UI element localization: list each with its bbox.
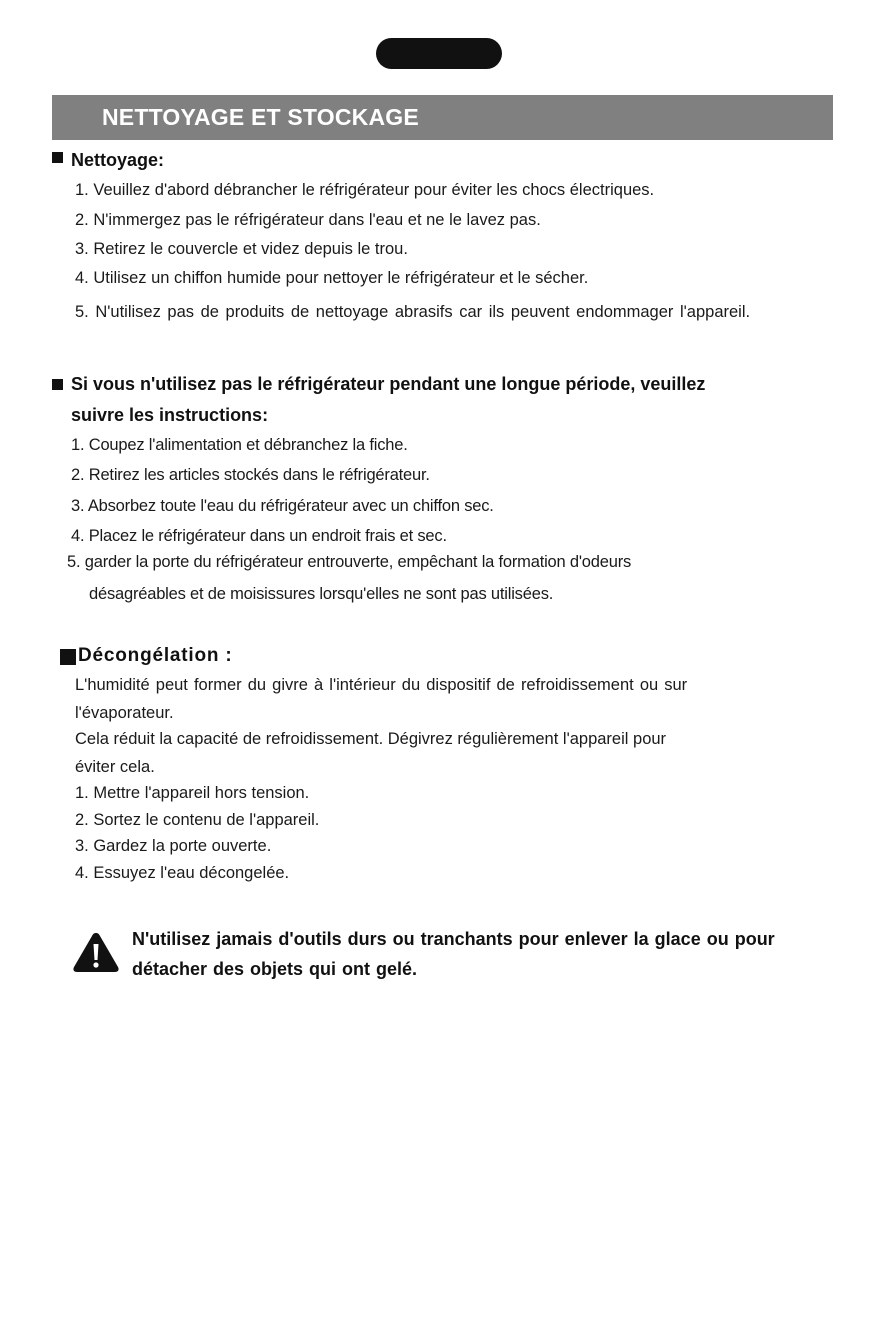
decongelation-heading: Décongélation : bbox=[78, 645, 233, 666]
section-banner bbox=[52, 95, 833, 140]
nettoyage-item: 4. Utilisez un chiffon humide pour nettoyer le réfrigérateur et le sécher. bbox=[75, 269, 589, 287]
decongelation-text: l'évaporateur. bbox=[75, 704, 174, 722]
stockage-item: 4. Placez le réfrigérateur dans un endroit frais et sec. bbox=[71, 527, 447, 545]
warning-text-line1: N'utilisez jamais d'outils durs ou tranchants pour enlever la glace ou pour bbox=[132, 929, 775, 949]
nettoyage-item: 1. Veuillez d'abord débrancher le réfrigérateur pour éviter les chocs électriques. bbox=[75, 181, 655, 199]
bullet-square-icon bbox=[52, 152, 63, 163]
stockage-heading-line1: Si vous n'utilisez pas le réfrigérateur pendant une longue période, veuillez bbox=[71, 374, 706, 394]
warning-triangle-icon bbox=[72, 930, 120, 974]
nettoyage-item: 2. N'immergez pas le réfrigérateur dans l'eau et ne le lavez pas. bbox=[75, 211, 541, 229]
nettoyage-item: 3. Retirez le couvercle et videz depuis le trou. bbox=[75, 240, 408, 258]
decongelation-item: 1. Mettre l'appareil hors tension. bbox=[75, 784, 310, 802]
warning-text-line2: détacher des objets qui ont gelé. bbox=[132, 959, 418, 979]
decongelation-text: L'humidité peut former du givre à l'intérieur du dispositif de refroidissement ou sur bbox=[75, 676, 688, 694]
stockage-item: 1. Coupez l'alimentation et débranchez la fiche. bbox=[71, 436, 408, 454]
bullet-square-icon bbox=[52, 379, 63, 390]
stockage-item: 3. Absorbez toute l'eau du réfrigérateur avec un chiffon sec. bbox=[71, 497, 494, 515]
stockage-heading-line2: suivre les instructions: bbox=[71, 405, 269, 425]
banner-title: NETTOYAGE ET STOCKAGE bbox=[102, 104, 419, 130]
decongelation-text: Cela réduit la capacité de refroidissement. Dégivrez régulièrement l'appareil pour bbox=[75, 730, 667, 748]
decongelation-text: éviter cela. bbox=[75, 758, 155, 776]
nettoyage-item: 5. N'utilisez pas de produits de nettoyage abrasifs car ils peuvent endommager l'appareil. bbox=[75, 303, 751, 321]
stockage-item: 2. Retirez les articles stockés dans le réfrigérateur. bbox=[71, 466, 430, 484]
stockage-item: 5. garder la porte du réfrigérateur entrouverte, empêchant la formation d'odeurs bbox=[67, 553, 632, 571]
stockage-item-continuation: désagréables et de moisissures lorsqu'elles ne sont pas utilisées. bbox=[89, 585, 554, 603]
decongelation-item: 2. Sortez le contenu de l'appareil. bbox=[75, 811, 320, 829]
nettoyage-heading: Nettoyage: bbox=[71, 150, 165, 170]
page-tab-marker bbox=[376, 38, 502, 69]
decongelation-item: 3. Gardez la porte ouverte. bbox=[75, 837, 272, 855]
bullet-square-icon bbox=[60, 649, 76, 665]
decongelation-item: 4. Essuyez l'eau décongelée. bbox=[75, 864, 290, 882]
